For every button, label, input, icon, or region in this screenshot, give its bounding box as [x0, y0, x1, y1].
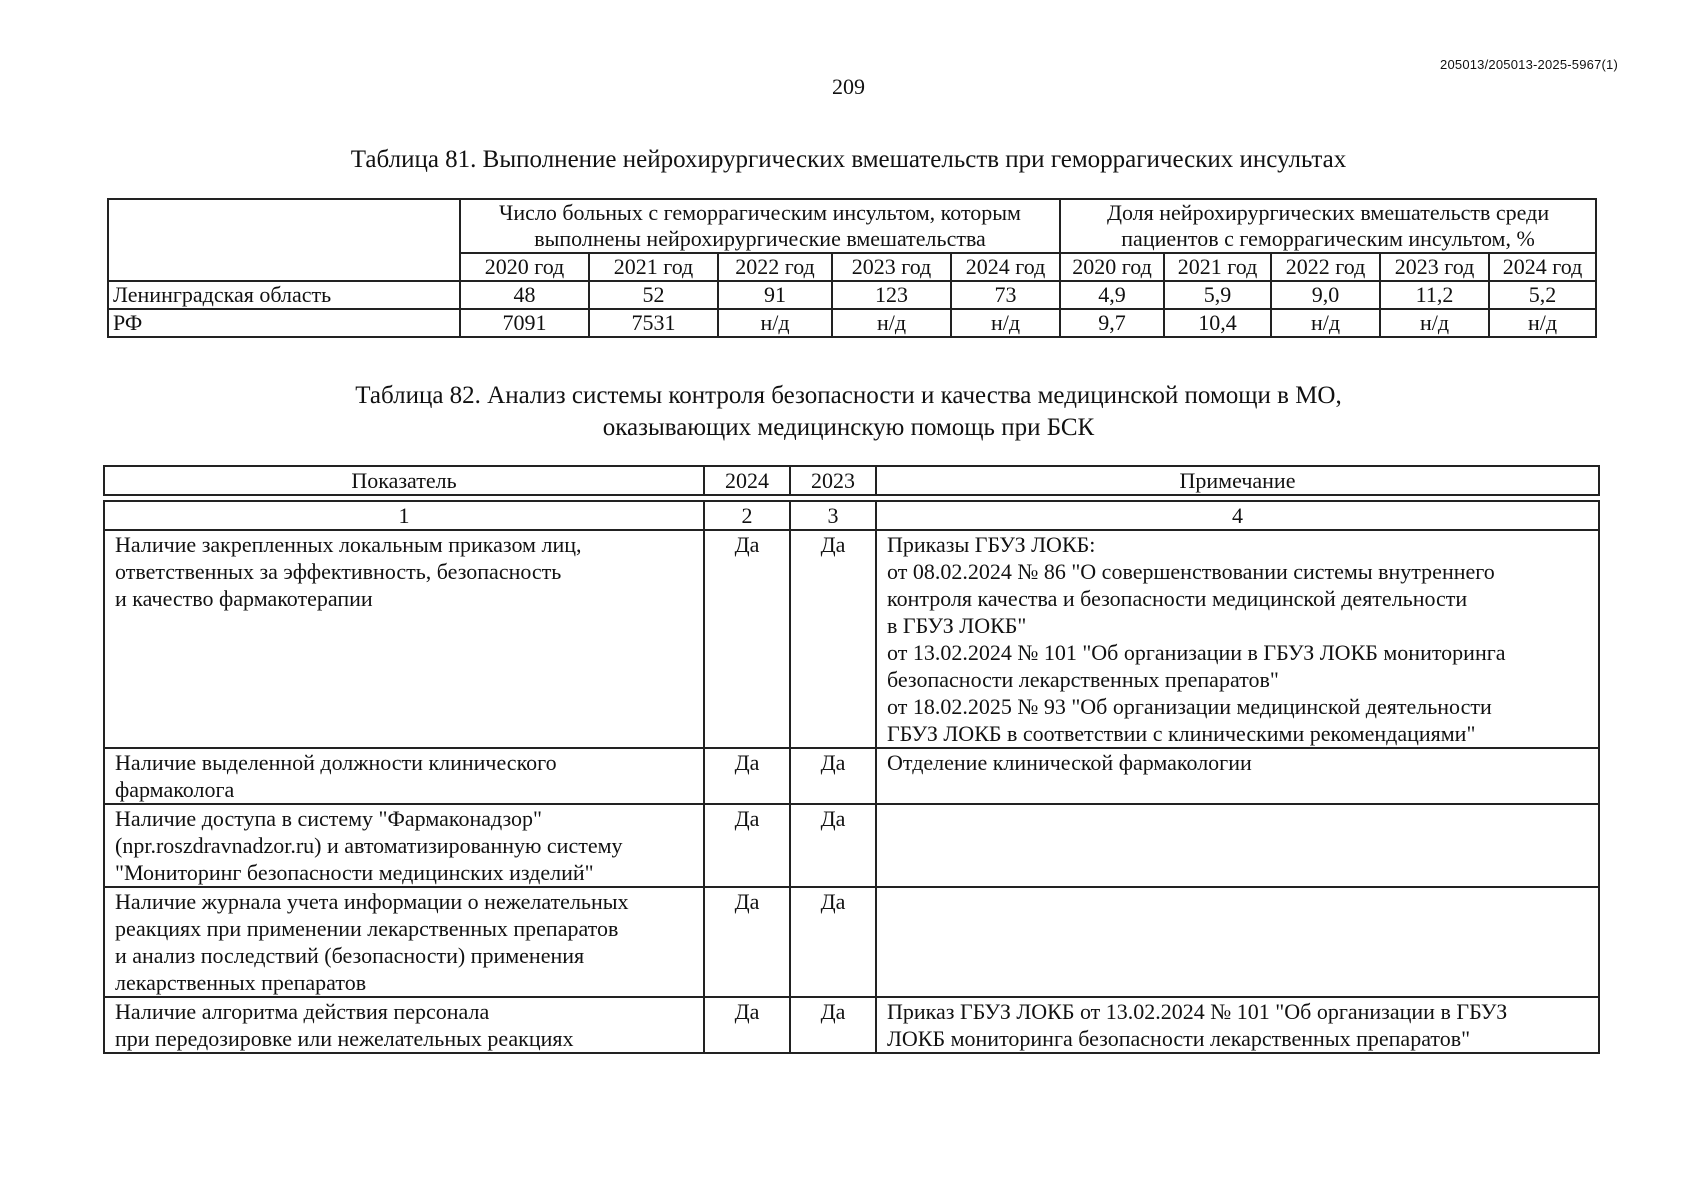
- count-cell: 91: [718, 281, 832, 309]
- count-cell: 52: [589, 281, 718, 309]
- count-cell: 48: [460, 281, 589, 309]
- value-2024: Да: [704, 748, 790, 804]
- table-row: [104, 887, 1599, 997]
- year-header: 2021 год: [589, 253, 718, 281]
- year-header: 2022 год: [718, 253, 832, 281]
- count-cell: 7091: [460, 309, 589, 337]
- text-line: фармаколога: [115, 777, 235, 802]
- text-line: в ГБУЗ ЛОКБ": [887, 613, 1027, 638]
- indicator-cell: [104, 804, 704, 887]
- value-2023: Да: [790, 748, 876, 804]
- table81: [107, 198, 1597, 338]
- note-cell: [876, 887, 1599, 997]
- row-label: Ленинградская область: [108, 281, 460, 309]
- year-header: 2024 год: [951, 253, 1060, 281]
- column-number: 3: [790, 501, 876, 530]
- column-number: 4: [876, 501, 1599, 530]
- share-cell: 5,9: [1164, 281, 1271, 309]
- text-line: лекарственных препаратов: [115, 970, 367, 995]
- text-line: и качество фармакотерапии: [115, 586, 373, 611]
- table-row: [104, 997, 1599, 1053]
- table-row: [108, 309, 1596, 337]
- year-header: 2023 год: [1380, 253, 1489, 281]
- share-cell: н/д: [1380, 309, 1489, 337]
- count-cell: 123: [832, 281, 951, 309]
- text-line: при передозировке или нежелательных реакциях: [115, 1026, 574, 1051]
- column-header: 2023: [790, 466, 876, 495]
- table81-corner-cell: [108, 199, 460, 281]
- year-header: 2021 год: [1164, 253, 1271, 281]
- year-header: 2020 год: [1060, 253, 1164, 281]
- text-line: от 08.02.2024 № 86 "О совершенствовании системы внутреннего: [887, 559, 1495, 584]
- value-2024: Да: [704, 997, 790, 1053]
- text-line: Наличие алгоритма действия персонала: [115, 999, 490, 1024]
- table81-group-header-row: [108, 199, 1596, 253]
- text-line: Наличие закрепленных локальным приказом лиц,: [115, 532, 582, 557]
- column-header: Показатель: [104, 466, 704, 495]
- year-header: 2022 год: [1271, 253, 1380, 281]
- indicator-cell: [104, 997, 704, 1053]
- count-cell: 7531: [589, 309, 718, 337]
- row-label: РФ: [108, 309, 460, 337]
- value-2024: Да: [704, 530, 790, 748]
- share-cell: н/д: [1489, 309, 1596, 337]
- table81-group2-header: Доля нейрохирургических вмешательств среди пациентов с геморрагическим инсультом, %: [1060, 199, 1596, 253]
- column-header: 2024: [704, 466, 790, 495]
- text-line: "Мониторинг безопасности медицинских изделий": [115, 860, 594, 885]
- text-line: ЛОКБ мониторинга безопасности лекарственных препаратов": [887, 1026, 1471, 1051]
- text-line: (npr.roszdravnadzor.ru) и автоматизированную систему: [115, 833, 623, 858]
- value-2024: Да: [704, 887, 790, 997]
- note-cell: [876, 748, 1599, 804]
- page-number: 209: [832, 74, 865, 99]
- share-cell: 9,7: [1060, 309, 1164, 337]
- text-line: Наличие доступа в систему "Фармаконадзор": [115, 806, 543, 831]
- text-line: от 13.02.2024 № 101 "Об организации в ГБУЗ ЛОКБ мониторинга: [887, 640, 1506, 665]
- value-2024: Да: [704, 804, 790, 887]
- table81-group1-header: Число больных с геморрагическим инсультом, которым выполнены нейрохирургические вмешательства: [460, 199, 1060, 253]
- text-line: Наличие выделенной должности клинического: [115, 750, 557, 775]
- text-line: реакциях при применении лекарственных препаратов: [115, 916, 619, 941]
- year-header: 2023 год: [832, 253, 951, 281]
- document-id: 205013/205013-2025-5967(1): [1440, 57, 1618, 72]
- value-2023: Да: [790, 887, 876, 997]
- indicator-cell: [104, 530, 704, 748]
- text-line: ГБУЗ ЛОКБ в соответствии с клиническими рекомендациями": [887, 721, 1476, 746]
- text-line: ответственных за эффективность, безопасность: [115, 559, 562, 584]
- table82-title: [0, 380, 1697, 444]
- text-line: от 18.02.2025 № 93 "Об организации медицинской деятельности: [887, 694, 1492, 719]
- table-row: [104, 530, 1599, 748]
- value-2023: Да: [790, 997, 876, 1053]
- column-header: Примечание: [876, 466, 1599, 495]
- year-header: 2024 год: [1489, 253, 1596, 281]
- share-cell: 9,0: [1271, 281, 1380, 309]
- value-2023: Да: [790, 804, 876, 887]
- share-cell: 5,2: [1489, 281, 1596, 309]
- share-cell: 11,2: [1380, 281, 1489, 309]
- count-cell: н/д: [951, 309, 1060, 337]
- share-cell: н/д: [1271, 309, 1380, 337]
- note-cell: [876, 804, 1599, 887]
- text-line: Отделение клинической фармакологии: [887, 750, 1252, 775]
- text-line: Наличие журнала учета информации о нежелательных: [115, 889, 629, 914]
- column-numbers-row: [104, 501, 1599, 530]
- value-2023: Да: [790, 530, 876, 748]
- indicator-cell: [104, 887, 704, 997]
- text-line: контроля качества и безопасности медицинской деятельности: [887, 586, 1468, 611]
- share-cell: 10,4: [1164, 309, 1271, 337]
- table-row: [104, 804, 1599, 887]
- table82: [103, 465, 1600, 1054]
- note-cell: [876, 997, 1599, 1053]
- text-line: безопасности лекарственных препаратов": [887, 667, 1279, 692]
- table81-title: Таблица 81. Выполнение нейрохирургических вмешательств при геморрагических инсультах: [350, 146, 1347, 173]
- table-row: [108, 281, 1596, 309]
- table82-header-row: [104, 466, 1599, 495]
- table-row: [104, 748, 1599, 804]
- table82-title-line: Таблица 82. Анализ системы контроля безопасности и качества медицинской помощи в МО,: [355, 382, 1342, 409]
- indicator-cell: [104, 748, 704, 804]
- table82-title-line: оказывающих медицинскую помощь при БСК: [602, 414, 1095, 441]
- text-line: Приказ ГБУЗ ЛОКБ от 13.02.2024 № 101 "Об организации в ГБУЗ: [887, 999, 1508, 1024]
- share-cell: 4,9: [1060, 281, 1164, 309]
- text-line: и анализ последствий (безопасности) применения: [115, 943, 585, 968]
- column-number: 1: [104, 501, 704, 530]
- count-cell: н/д: [832, 309, 951, 337]
- count-cell: н/д: [718, 309, 832, 337]
- text-line: Приказы ГБУЗ ЛОКБ:: [887, 532, 1096, 557]
- note-cell: [876, 530, 1599, 748]
- year-header: 2020 год: [460, 253, 589, 281]
- column-number: 2: [704, 501, 790, 530]
- count-cell: 73: [951, 281, 1060, 309]
